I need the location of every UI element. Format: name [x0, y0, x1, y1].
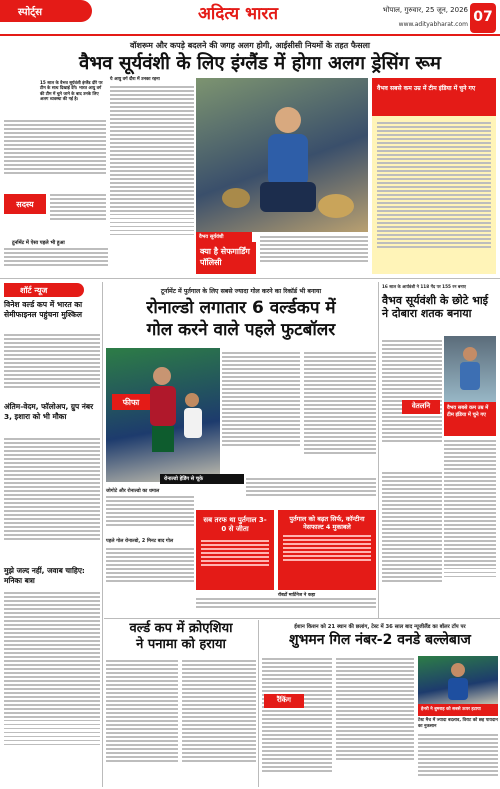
row-divider-1 — [0, 278, 500, 279]
website: www.adityabharat.com — [398, 21, 468, 28]
story3-headline: वैभव सूर्यवंशी के छोटे भाई ने दोबारा शतक बनाया — [382, 294, 489, 320]
story1-photo-caption: वैभव सूर्यवंशी — [196, 232, 252, 242]
story1-photo — [196, 78, 368, 232]
story2-box2 — [278, 510, 376, 590]
short-news-item2-body — [4, 436, 100, 566]
cricketer-illustration — [196, 78, 368, 232]
story4-body-1 — [106, 658, 178, 786]
short-news-item3-title: मुझे जल्द नहीं, जवाब चाहिए: मनिका बत्रा — [4, 566, 85, 585]
story2-box1-body — [201, 540, 269, 566]
story4-body-2 — [182, 658, 256, 786]
story2-body-col3 — [106, 494, 194, 534]
story2-box1 — [196, 510, 274, 590]
story1-side-quote: सदस्य — [4, 194, 46, 214]
story2-kicker: टूर्नामेंट में पुर्तगाल के लिए सबसे ज्यादा गोल करने का रिकॉर्ड भी बनाया — [160, 288, 322, 295]
story1-kicker: वॉशरूम और कपड़े बदलने की जगह अलग होगी, आईसीसी नियमों के तहत फैसला — [129, 41, 371, 50]
story5-sub: टेस्ट मैच में ज्यादा बदलाव, विराट को छह पायदान का नुकसान — [418, 718, 498, 729]
story1-yellow-box — [372, 116, 496, 274]
story2-sub2: पहले गोल रोनाल्डो, 2 मिनट बाद गोल — [106, 539, 174, 544]
story5-kicker: ईशान किशन को 21 स्थान की छलांग, टेस्ट में 36 साल बाद न्यूजीलैंड का बॉलर टॉप पर — [294, 624, 466, 630]
story2-body-col2 — [304, 350, 376, 480]
story2-body-col4 — [106, 546, 194, 596]
col-divider-left — [102, 282, 103, 787]
story1-subhead2: ये आयु वर्ग दौरा में उनका रहना — [110, 77, 160, 82]
story1-body-mid — [110, 84, 194, 274]
story2-headline-line1: रोनाल्डो लगातार 6 वर्ल्डकप में — [146, 298, 336, 318]
story2-body-bottom — [246, 476, 376, 506]
col-divider-bottom — [258, 620, 259, 787]
story3-body-3 — [382, 470, 442, 612]
story5-photo-caption: हेनरी ने बुमराह को सबसे ऊपर हटाया — [418, 704, 498, 716]
story2-photo — [106, 348, 220, 482]
story2-photo-caption: रोनाल्डो हेडिंग से चूके — [160, 474, 244, 484]
story1-body-photo — [260, 234, 368, 274]
story1-red-box: वैभव सबसे कम उम्र में टीम इंडिया में चुने गए — [372, 78, 496, 116]
cricket-player-illustration — [418, 656, 498, 704]
story2-box1-title: सब तरफ था पुर्तगाल 3-0 से जीता — [203, 516, 267, 533]
story5-photo — [418, 656, 498, 704]
story2-badge: फीफा — [112, 394, 150, 410]
story5-body-3 — [336, 656, 414, 786]
story2-sub3: रॉबर्टो मार्टिनेज ने कहा — [278, 593, 316, 598]
batsman-illustration — [444, 336, 496, 402]
col-divider-right — [378, 282, 379, 618]
story2-box2-title: पुर्तगाल को बढ़त सिर्फ, कॉन्टीना नेसफाल्ट 4 मुकाबले — [289, 515, 365, 531]
story1-body-left3 — [4, 246, 108, 274]
story2-sub1: जोगोटे और रोनाल्डो का धमाल — [106, 489, 160, 494]
story5-body-4 — [418, 732, 498, 786]
story5-body-2 — [262, 712, 332, 786]
story3-photo-caption: वैभव सबसे कम उम्र में टीम इंडिया में चुने गए — [444, 402, 496, 436]
section-title: स्पोर्ट्स — [18, 7, 42, 18]
story1-subhead: टूर्नामेंट में ऐसा पहले भी हुआ — [12, 240, 65, 246]
page-number: 07 — [470, 3, 496, 33]
story1-headline: वैभव सूर्यवंशी के लिए इंग्लैंड में होगा अलग ड्रेसिंग रूम — [79, 53, 441, 74]
story3-badge: वेतलनि — [402, 400, 440, 414]
story3-kicker: 16 साल के आर्यवंशी ने 118 गेंद पर 155 रन बनाए — [382, 284, 466, 289]
footballers-illustration — [106, 348, 220, 482]
story2-body-col5 — [196, 596, 376, 614]
story2-headline-line2: गोल करने वाले पहले फुटबॉलर — [146, 320, 336, 340]
story2-box2-body — [283, 535, 371, 561]
story1-photo-label: क्या है सेफगार्डिंग पॉलिसी — [196, 242, 256, 274]
masthead-rule — [0, 34, 500, 36]
masthead-logo: अदित्य भारत — [197, 4, 279, 24]
short-news-item3-body — [4, 590, 100, 785]
story5-badge: रैंकिंग — [264, 694, 304, 708]
story1-body-left — [4, 118, 106, 188]
story4-headline-line1: वर्ल्ड कप में क्रोएशिया — [129, 621, 233, 636]
story5-headline: शुभमन गिल नंबर-2 वनडे बल्लेबाज — [289, 632, 471, 648]
section-banner — [0, 0, 92, 22]
story2-body-col1 — [222, 350, 300, 470]
story1-body-left2 — [50, 192, 106, 232]
short-news-item2-title: अंतिम-वेदम, फॉलोअप, ग्रुप नंबर 3, इशारा को भी मौका — [4, 402, 94, 421]
story4-headline-line2: ने पनामा को हराया — [136, 637, 226, 652]
row-divider-2 — [104, 618, 500, 619]
short-news-banner: शॉर्ट न्यूज — [4, 283, 84, 297]
story1-lead: 15 साल के वैभव सूर्यवंशी इंग्लैंड दौरे पर टीम के साथ दिखाई देंगे। भारत आयु वर्ग की टीम में चुने जाने के बाद उनके लिए अलग व्यवस्था की गई है। — [40, 80, 103, 102]
story3-photo — [444, 336, 496, 402]
short-news-item1-body — [4, 332, 100, 400]
dateline: भोपाल, गुरुवार, 25 जून, 2026 — [382, 6, 468, 14]
short-news-item1-title: विनेश वर्ल्ड कप में भारत का सेमीफाइनल पहुंचना मुश्किल — [4, 300, 83, 319]
story3-body-2 — [444, 438, 496, 612]
